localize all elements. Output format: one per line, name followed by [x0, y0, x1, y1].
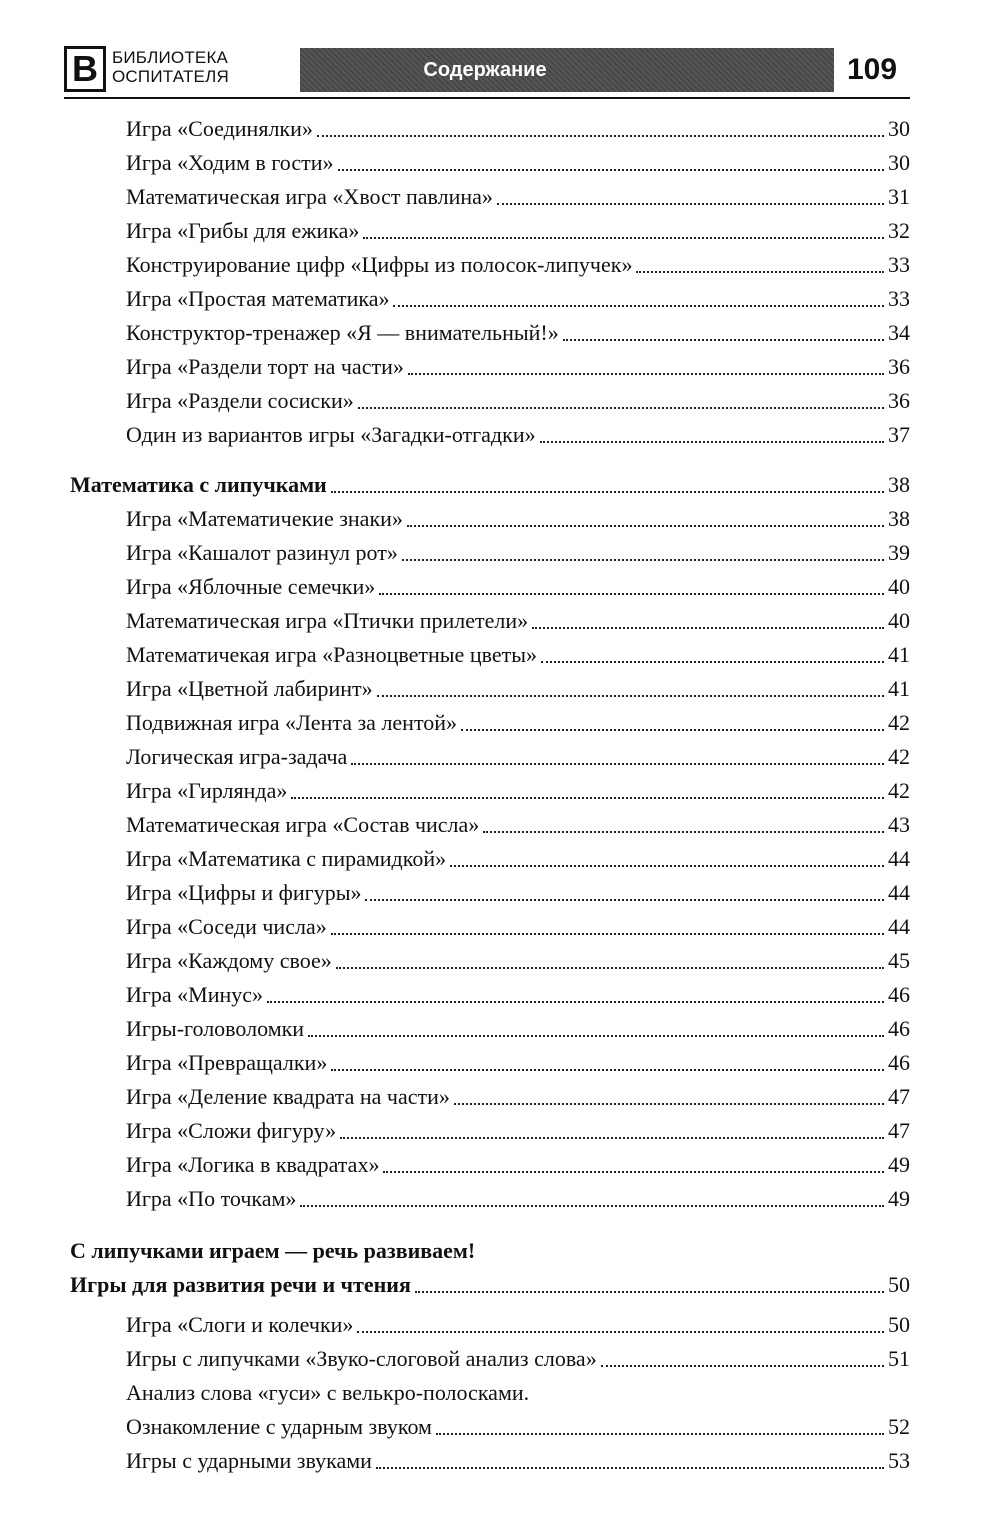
toc-entry[interactable]	[70, 1182, 910, 1216]
toc-entry[interactable]	[70, 944, 910, 978]
toc-entry-title: Конструктор-тренажер «Я — внимательный!»	[126, 320, 559, 345]
toc-entry-title: Игра «Ходим в гости»	[126, 150, 334, 175]
toc-entry[interactable]	[70, 248, 910, 282]
toc-entry-title: Игра «Цветной лабиринт»	[126, 676, 373, 701]
dot-leader	[331, 1069, 884, 1071]
dot-leader	[340, 1137, 884, 1139]
toc-entry[interactable]	[70, 740, 910, 774]
toc-entry-title: Математическая игра «Состав числа»	[126, 812, 480, 837]
toc-entry-title: Подвижная игра «Лента за лентой»	[126, 710, 458, 735]
dot-leader	[383, 1171, 884, 1173]
toc-entry-title: Игра «Соседи числа»	[126, 914, 327, 939]
toc-entry[interactable]	[70, 1308, 910, 1342]
toc-entry[interactable]	[70, 1444, 910, 1478]
toc-entry-title: Игра «Логика в квадратах»	[126, 1152, 380, 1177]
dot-leader	[497, 203, 884, 205]
toc-entry-title: Игра «По точкам»	[126, 1186, 297, 1211]
toc-entry[interactable]	[70, 1342, 910, 1376]
toc-entry[interactable]	[70, 418, 910, 452]
series-name	[112, 48, 302, 86]
toc-entry-title: Игры с ударными звуками	[126, 1448, 372, 1473]
series-name-line2: ОСПИТАТЕЛЯ	[112, 67, 229, 86]
dot-leader	[483, 831, 884, 833]
toc-entry-title: Конструирование цифр «Цифры из полосок-липучек»	[126, 252, 633, 277]
dot-leader	[541, 661, 884, 663]
dot-leader	[300, 1205, 884, 1207]
toc-entry-title: Математическая игра «Хвост павлина»	[126, 184, 493, 209]
toc-entry-page: 49	[888, 1186, 910, 1211]
toc-entry-page: 36	[888, 354, 910, 379]
toc-entry-title: Игра «Цифры и фигуры»	[126, 880, 362, 905]
dot-leader	[357, 1331, 884, 1333]
toc-entry-page: 33	[888, 286, 910, 311]
toc-entry[interactable]	[70, 1012, 910, 1046]
toc-entry-page: 51	[888, 1346, 910, 1371]
dot-leader	[461, 729, 884, 731]
dot-leader	[358, 407, 884, 409]
series-name-line1: БИБЛИОТЕКА	[112, 48, 229, 67]
toc-entry[interactable]	[70, 1046, 910, 1080]
toc-entry-title: Игра «Раздели сосиски»	[126, 388, 354, 413]
toc-entry-title-line: Анализ слова «гуси» с велькро-полосками.	[126, 1380, 530, 1405]
toc-entry[interactable]	[70, 112, 910, 146]
dot-leader	[363, 237, 884, 239]
toc-entry-title: Игра «Соединялки»	[126, 116, 313, 141]
dot-leader	[365, 899, 884, 901]
dot-leader	[540, 441, 884, 443]
toc-entry-page: 34	[888, 320, 910, 345]
toc-chapter-page: 38	[888, 472, 910, 497]
dot-leader	[267, 1001, 884, 1003]
toc-entry-page: 42	[888, 778, 910, 803]
toc-entry-page: 40	[888, 574, 910, 599]
toc-entry[interactable]	[70, 384, 910, 418]
toc-entry[interactable]	[70, 842, 910, 876]
toc-entry[interactable]	[70, 876, 910, 910]
dot-leader	[379, 593, 884, 595]
toc-entry-page: 47	[888, 1118, 910, 1143]
toc-entry-title: Игра «Раздели торт на части»	[126, 354, 404, 379]
dot-leader	[351, 763, 884, 765]
dot-leader	[331, 491, 884, 493]
toc-entry-title: Математическая игра «Птички прилетели»	[126, 608, 529, 633]
toc-entry[interactable]	[70, 282, 910, 316]
toc-entry-title: Игры-головоломки	[126, 1016, 305, 1041]
dot-leader	[532, 627, 884, 629]
dot-leader	[436, 1433, 884, 1435]
dot-leader	[408, 373, 884, 375]
toc-entry-title: Игры с липучками «Звуко-слоговой анализ слова»	[126, 1346, 597, 1371]
toc-entry-page: 43	[888, 812, 910, 837]
toc-entry-title: Игра «Математика с пирамидкой»	[126, 846, 447, 871]
dot-leader	[450, 865, 884, 867]
toc-entry[interactable]	[70, 1080, 910, 1114]
toc-entry-page: 42	[888, 710, 910, 735]
toc-entry-page: 41	[888, 676, 910, 701]
toc-entry-page: 42	[888, 744, 910, 769]
dot-leader	[291, 797, 884, 799]
toc-entry[interactable]	[70, 180, 910, 214]
section-title: Содержание	[423, 58, 547, 81]
toc-entry-title: Один из вариантов игры «Загадки-отгадки»	[126, 422, 536, 447]
toc-entry-page: 30	[888, 150, 910, 175]
toc-entry-title: Игра «Гирлянда»	[126, 778, 288, 803]
toc-entry-page: 37	[888, 422, 910, 447]
toc-entry[interactable]	[70, 316, 910, 350]
toc-entry[interactable]	[70, 808, 910, 842]
toc-entry-page: 46	[888, 982, 910, 1007]
toc-entry[interactable]	[70, 350, 910, 384]
toc-entry[interactable]	[70, 978, 910, 1012]
toc-entry-title: Игра «Простая математика»	[126, 286, 390, 311]
dot-leader	[377, 695, 884, 697]
dot-leader	[376, 1467, 884, 1469]
dot-leader	[336, 967, 884, 969]
dot-leader	[601, 1365, 884, 1367]
toc-entry-page: 52	[888, 1414, 910, 1439]
toc-entry-page: 49	[888, 1152, 910, 1177]
toc-entry-title: Игра «Деление квадрата на части»	[126, 1084, 450, 1109]
dot-leader	[407, 525, 884, 527]
toc-entry-page: 50	[888, 1312, 910, 1337]
toc-entry-title: Игра «Грибы для ежика»	[126, 218, 360, 243]
toc-entry-title: Игра «Слоги и колечки»	[126, 1312, 354, 1337]
toc-entry-page: 38	[888, 506, 910, 531]
dot-leader	[317, 135, 884, 137]
page-header	[64, 46, 910, 98]
toc-entry[interactable]	[70, 910, 910, 944]
table-of-contents	[70, 112, 910, 1478]
toc-entry-page: 53	[888, 1448, 910, 1473]
toc-entry[interactable]	[70, 774, 910, 808]
toc-entry[interactable]	[70, 502, 910, 536]
toc-entry-title: Игра «Превращалки»	[126, 1050, 328, 1075]
toc-chapter-page: 50	[888, 1272, 910, 1297]
toc-entry-page: 30	[888, 116, 910, 141]
toc-entry-page: 46	[888, 1050, 910, 1075]
toc-chapter-title: Игры для развития речи и чтения	[70, 1272, 411, 1297]
toc-chapter-title: Математика с липучками	[70, 472, 327, 497]
toc-entry[interactable]	[70, 1410, 910, 1444]
dot-leader	[415, 1291, 884, 1293]
toc-entry-title: Игра «Минус»	[126, 982, 264, 1007]
toc-entry-title: Игра «Яблочные семечки»	[126, 574, 376, 599]
toc-entry-page: 33	[888, 252, 910, 277]
toc-chapter[interactable]	[70, 468, 910, 502]
toc-entry-title: Игра «Кашалот разинул рот»	[126, 540, 398, 565]
toc-entry-page: 44	[888, 914, 910, 939]
dot-leader	[454, 1103, 884, 1105]
toc-entry-page: 31	[888, 184, 910, 209]
toc-entry[interactable]	[70, 672, 910, 706]
page-number: 109	[834, 46, 910, 94]
toc-entry-title: Математичекая игра «Разноцветные цветы»	[126, 642, 538, 667]
toc-entry-page: 36	[888, 388, 910, 413]
toc-entry[interactable]	[70, 1114, 910, 1148]
toc-entry-page: 41	[888, 642, 910, 667]
toc-entry-page: 40	[888, 608, 910, 633]
toc-entry[interactable]	[70, 1148, 910, 1182]
dot-leader	[402, 559, 884, 561]
dot-leader	[331, 933, 884, 935]
toc-entry[interactable]	[70, 638, 910, 672]
toc-entry-page: 39	[888, 540, 910, 565]
dot-leader	[393, 305, 884, 307]
toc-entry-title: Игра «Каждому свое»	[126, 948, 332, 973]
toc-entry-title: Игра «Математичекие знаки»	[126, 506, 403, 531]
toc-entry[interactable]	[70, 214, 910, 248]
toc-entry[interactable]	[70, 536, 910, 570]
toc-entry[interactable]	[70, 604, 910, 638]
toc-entry[interactable]	[70, 146, 910, 180]
dot-leader	[636, 271, 884, 273]
toc-entry-title: Логическая игра-задача	[126, 744, 348, 769]
toc-chapter-heading: С липучками играем — речь развиваем!	[70, 1238, 476, 1263]
dot-leader	[563, 339, 884, 341]
toc-entry-page: 44	[888, 880, 910, 905]
toc-entry[interactable]	[70, 706, 910, 740]
header-rule	[64, 97, 910, 99]
toc-entry-page: 46	[888, 1016, 910, 1041]
toc-entry[interactable]	[70, 570, 910, 604]
toc-entry-page: 32	[888, 218, 910, 243]
logo-letter: B	[72, 48, 98, 89]
series-logo	[64, 46, 106, 92]
toc-entry-page: 47	[888, 1084, 910, 1109]
toc-entry-page: 45	[888, 948, 910, 973]
dot-leader	[308, 1035, 884, 1037]
toc-chapter[interactable]	[70, 1268, 910, 1302]
dot-leader	[338, 169, 885, 171]
toc-entry-page: 44	[888, 846, 910, 871]
toc-entry-title: Игра «Сложи фигуру»	[126, 1118, 337, 1143]
toc-entry-title: Ознакомление с ударным звуком	[126, 1414, 432, 1439]
